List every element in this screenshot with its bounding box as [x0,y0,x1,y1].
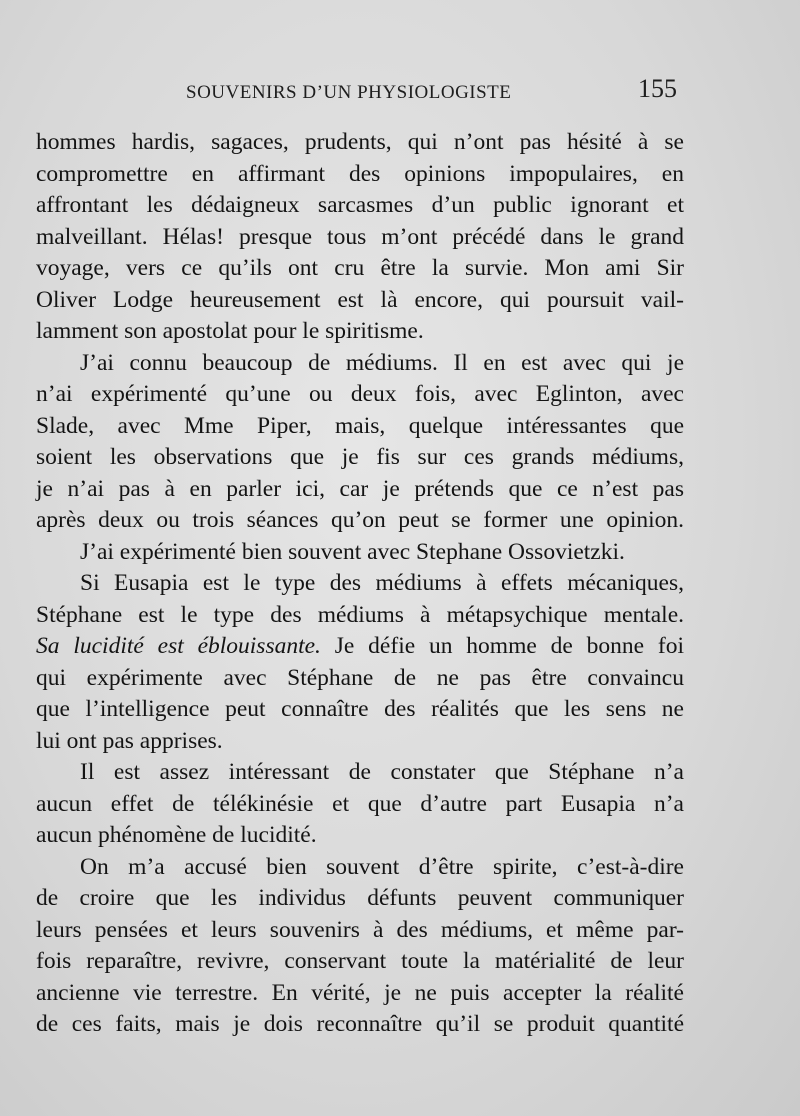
text-line: leurs pensées et leurs souvenirs à des médiums, et même par- [36,916,684,943]
text-line: affrontant les dédaigneux sarcasmes d’un public ignorant et [36,192,684,218]
text-line: fois reparaître, revivre, conservant toute la matérialité de leur [36,948,684,974]
italic-phrase: Sa lucidité est éblouissante. [36,633,321,659]
text-line: Si Eusapia est le type des médiums à effets mécaniques, [80,570,684,596]
text-line: Stéphane est le type des médiums à métapsychique mentale. [36,601,684,628]
text-line: soient les observations que je fis sur ces grands médiums, [36,444,684,470]
running-title: SOUVENIRS D’UN PHYSIOLOGISTE [186,82,512,103]
text-line-mixed [36,631,684,663]
text-fragment: Je défie un homme de bonne foi [334,633,685,659]
text-line: hommes hardis, sagaces, prudents, qui n’ont pas hésité à se [36,129,684,155]
text-line: de ces faits, mais je dois reconnaître qu’il se produit quantité [36,1011,684,1037]
text-line: après deux ou trois séances qu’on peut se former une opinion. [36,507,684,533]
text-line: Il est assez intéressant de constater que Stéphane n’a [80,759,684,785]
text-line: ancienne vie terrestre. En vérité, je ne puis accepter la réalité [36,979,684,1006]
running-head [0,72,800,112]
text-line: n’ai expérimenté qu’une ou deux fois, avec Eglinton, avec [36,381,684,407]
text-line: lui ont pas apprises. [36,727,223,754]
text-line: J’ai connu beaucoup de médiums. Il en est avec qui je [80,349,684,376]
text-line: qui expérimente avec Stéphane de ne pas être convaincu [36,664,684,691]
text-line: que l’intelligence peut connaître des réalités que les sens ne [36,696,684,722]
text-line: malveillant. Hélas! presque tous m’ont précédé dans le grand [36,223,684,250]
text-line: je n’ai pas à en parler ici, car je prétends que ce n’est pas [36,475,684,502]
text-line: aucun phénomène de lucidité. [36,822,317,848]
text-line: compromettre en affirmant des opinions impopulaires, en [36,160,684,187]
text-line: de croire que les individus défunts peuvent communiquer [36,885,684,911]
text-line: lamment son apostolat pour le spiritisme. [36,318,424,344]
text-line: Slade, avec Mme Piper, mais, quelque intéressantes que [36,412,684,439]
text-line: J’ai expérimenté bien souvent avec Stephane Ossovietzki. [80,538,625,565]
text-line: voyage, vers ce qu’ils ont cru être la survie. Mon ami Sir [36,255,684,281]
page-number: 155 [638,74,677,103]
body-text [36,127,684,1041]
text-line: On m’a accusé bien souvent d’être spirite, c’est-à-dire [80,853,684,880]
text-line: Oliver Lodge heureusement est là encore, qui poursuit vail- [36,286,684,313]
text-line: aucun effet de télékinésie et que d’autre part Eusapia n’a [36,790,684,817]
